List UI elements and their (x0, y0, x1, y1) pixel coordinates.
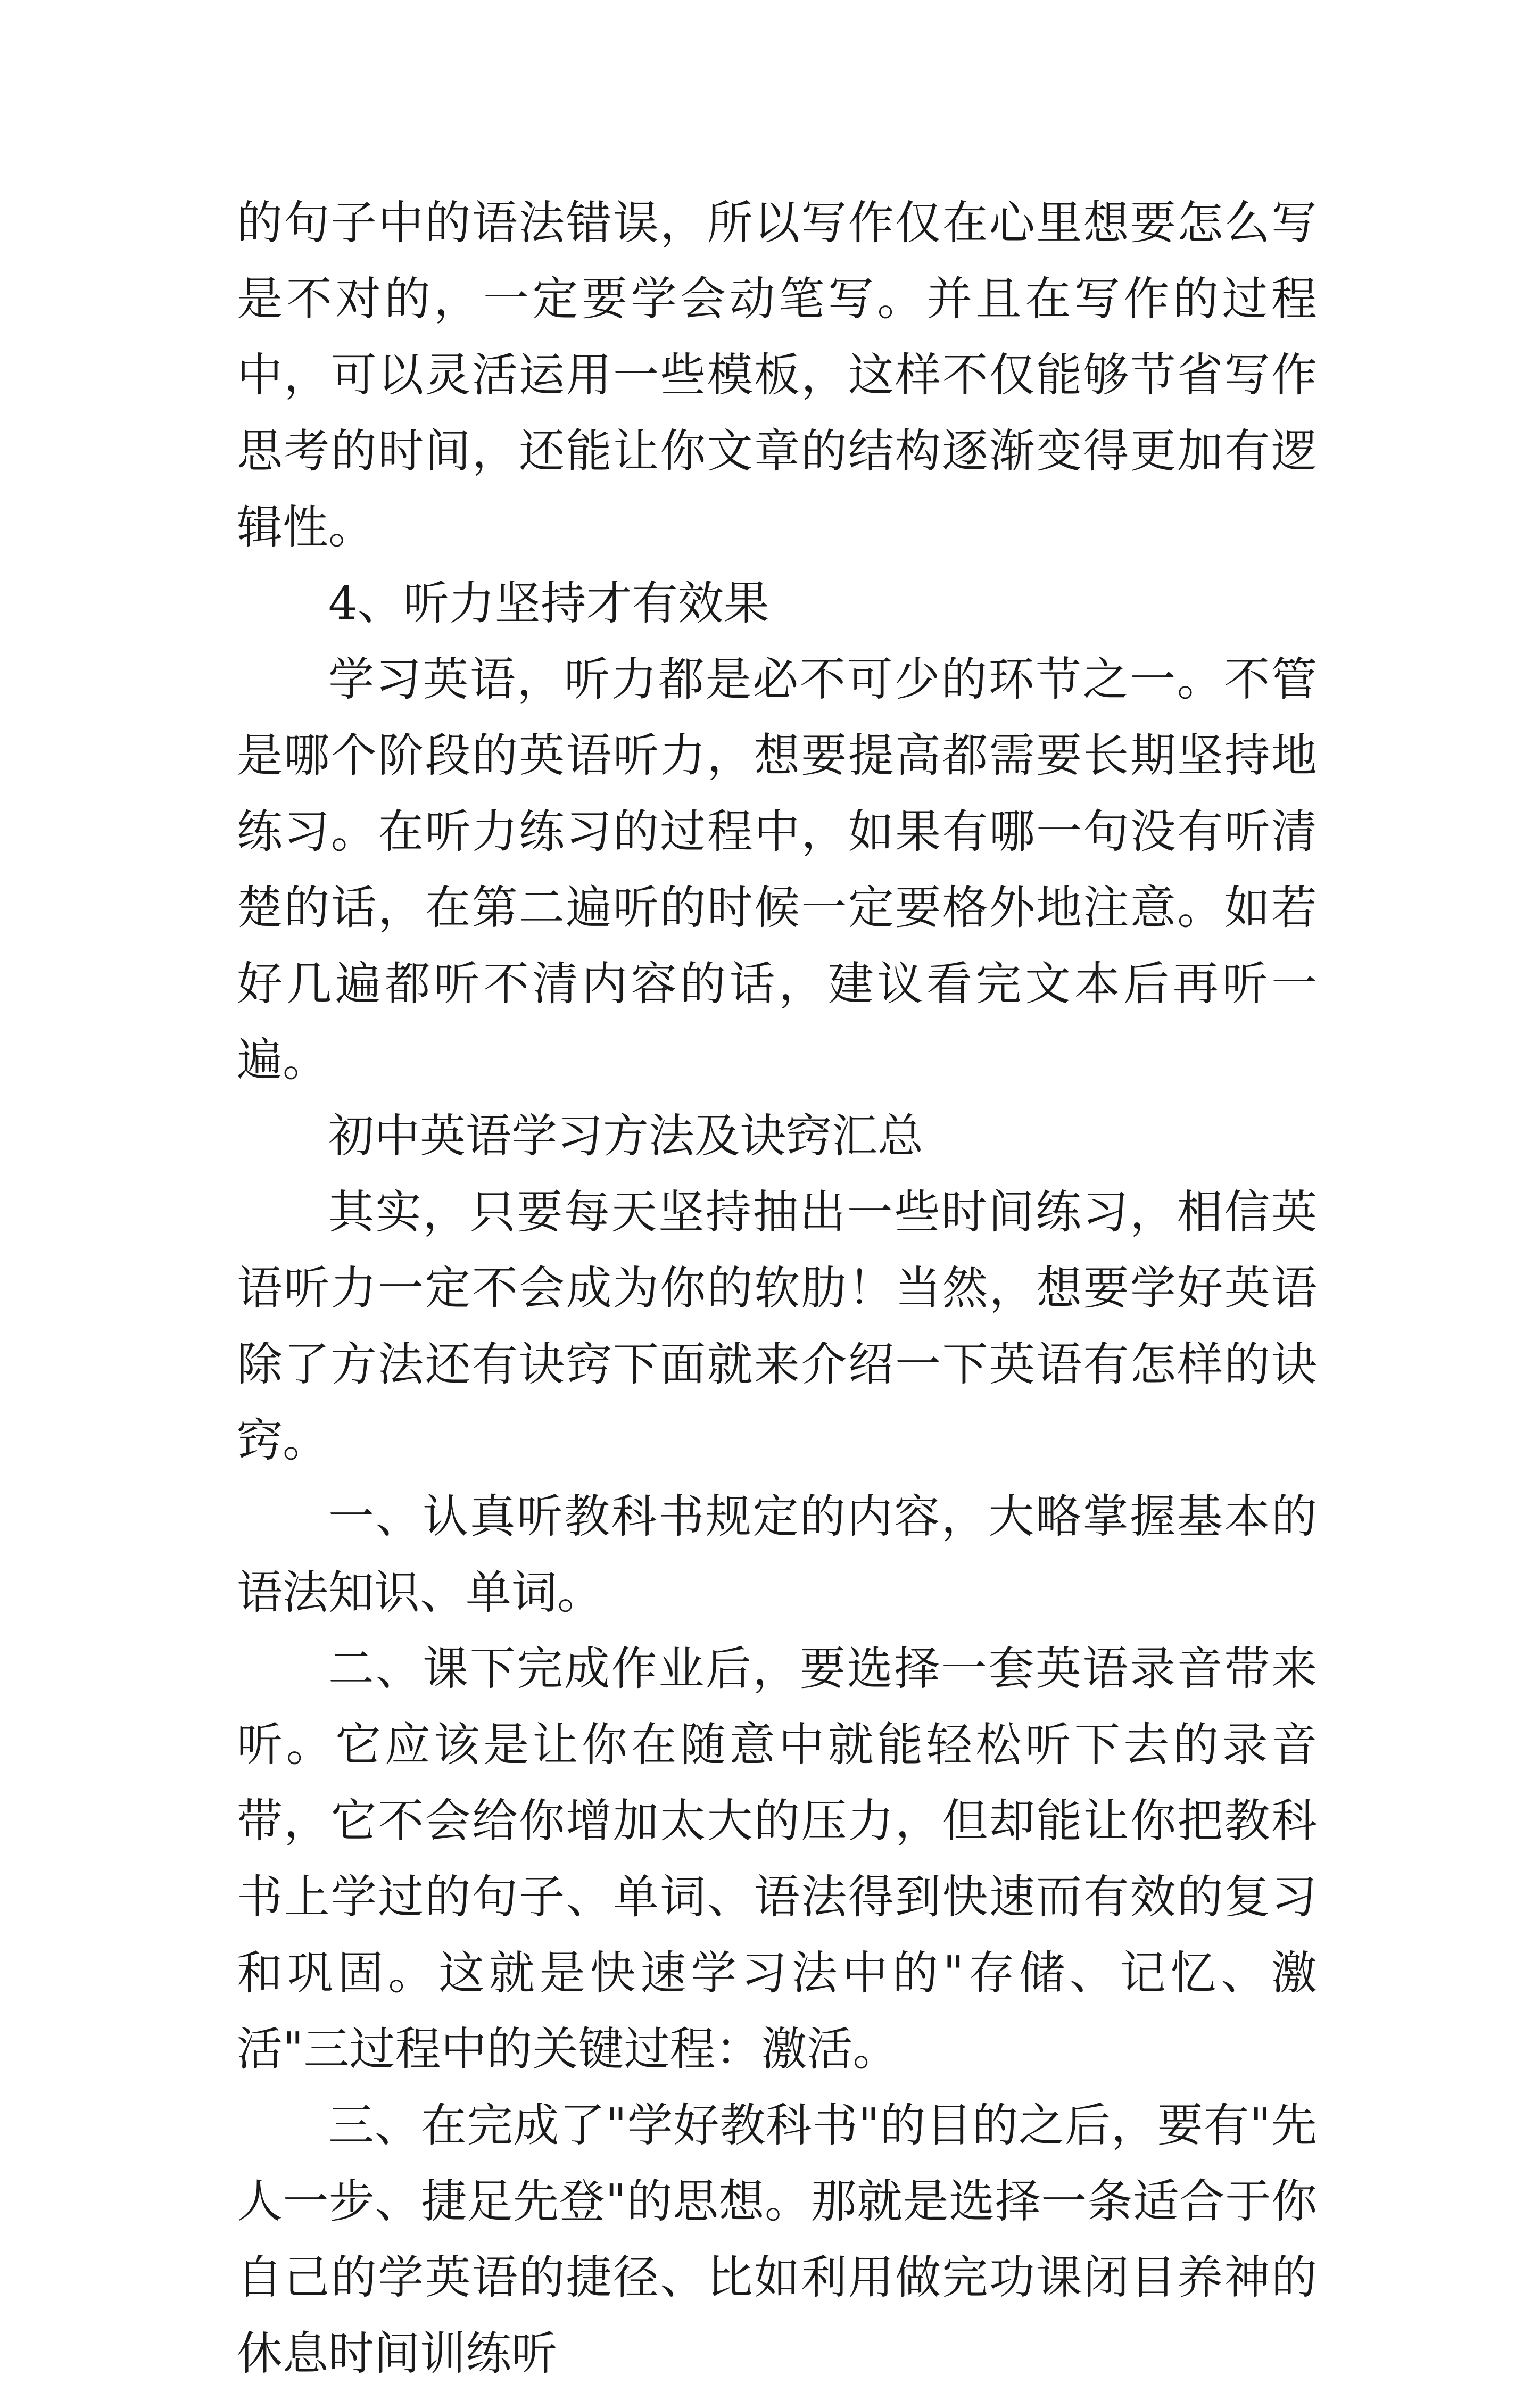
document-page (237, 185, 1317, 2392)
paragraph-listening: 学习英语，听力都是必不可少的环节之一。不管是哪个阶段的英语听力，想要提高都需要长期坚持地练习。在听力练习的过程中，如果有哪一句没有听清楚的话，在第二遍听的时候一定要格外地注意。如若好几遍都听不清内容的话，建议看完文本后再听一遍。 (237, 653, 1317, 1087)
paragraph-intro-tips: 其实，只要每天坚持抽出一些时间练习，相信英语听力一定不会成为你的软肋！当然，想要学好英语除了方法还有诀窍下面就来介绍一下英语有怎样的诀窍。 (237, 1186, 1317, 1467)
paragraph-writing-continued: 的句子中的语法错误，所以写作仅在心里想要怎么写是不对的，一定要学会动笔写。并且在写作的过程中，可以灵活运用一些模板，这样不仅能够节省写作思考的时间，还能让你文章的结构逐渐变得更加有逻辑性。 (237, 196, 1317, 554)
paragraph-tip-one: 一、认真听教科书规定的内容，大略掌握基本的语法知识、单词。 (237, 1490, 1317, 1619)
heading-methods-summary: 初中英语学习方法及诀窍汇总 (328, 1110, 923, 1163)
paragraph-tip-two: 二、课下完成作业后，要选择一套英语录音带来听。它应该是让你在随意中就能轻松听下去的录音带，它不会给你增加太大的压力，但却能让你把教科书上学过的句子、单词、语法得到快速而有效的复习和巩固。这就是快速学习法中的"存储、记忆、激活"三过程中的关键过程：激活。 (237, 1642, 1317, 2076)
heading-listening-persistence: 4、听力坚持才有效果 (328, 577, 769, 630)
paragraph-tip-three: 三、在完成了"学好教科书"的目的之后，要有"先人一步、捷足先登"的思想。那就是选择一条适合于你自己的学英语的捷径、比如利用做完功课闭目养神的休息时间训练听 (237, 2099, 1317, 2380)
